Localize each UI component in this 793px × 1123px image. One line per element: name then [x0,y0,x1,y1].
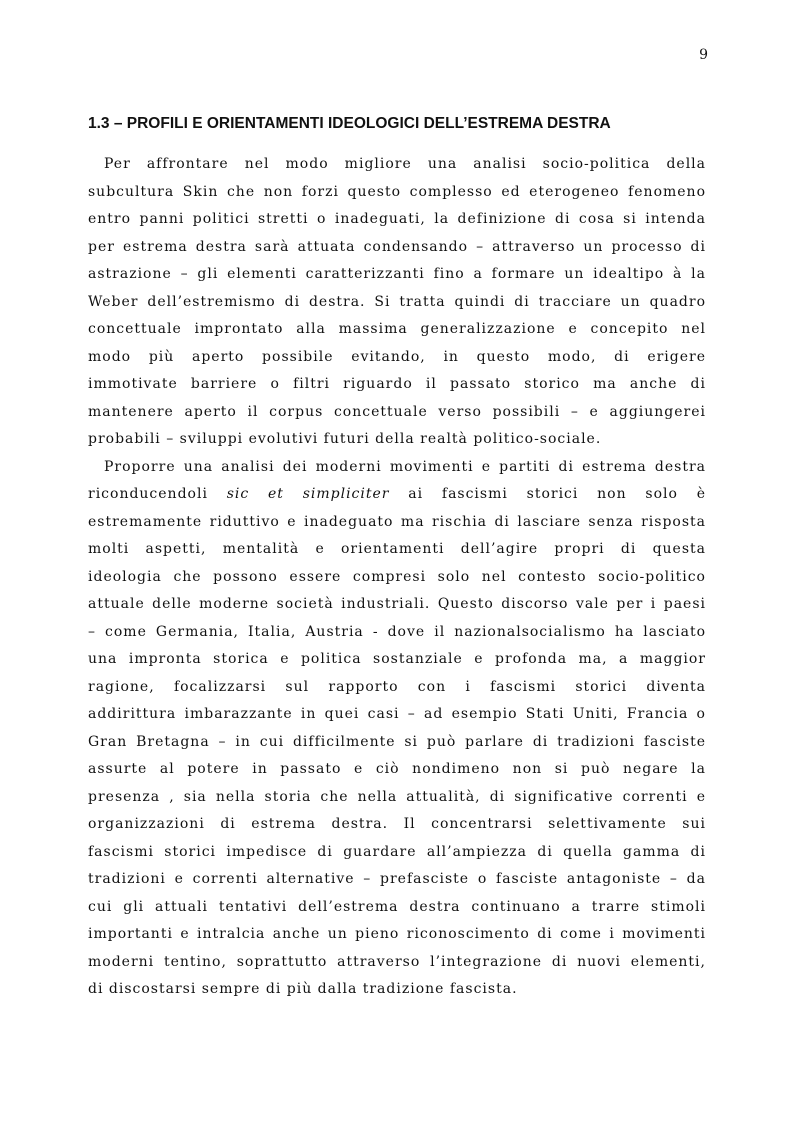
paragraph-1-line: immotivate barriere o filtri riguardo il passato storico ma anche di [88,376,706,392]
paragraph-2-line: organizzazioni di estrema destra. Il concentrarsi selettivamente sui [88,816,706,832]
paragraph-1-line: Per affrontare nel modo migliore una analisi socio-politica della [104,156,706,172]
paragraph-2-line: fascismi storici impedisce di guardare all’ampiezza di quella gamma di [88,843,706,860]
paragraph-2-line: assurte al potere in passato e ciò nondimeno non si può negare la [88,761,706,777]
paragraph-2-line: attuale delle moderne società industriali. Questo discorso vale per i paesi [88,596,706,612]
body-text [88,151,706,1004]
paragraph-1-line: modo più aperto possibile evitando, in questo modo, di erigere [88,348,706,365]
paragraph-1-line: subcultura Skin che non forzi questo complesso ed eterogeneo fenomeno [88,183,706,200]
paragraph-2-line: ragione, focalizzarsi sul rapporto con i fascismi storici diventa [88,678,706,695]
paragraph-2-line: cui gli attuali tentativi dell’estrema destra continuano a trarre stimoli [88,898,706,915]
paragraph-1-line: mantenere aperto il corpus concettuale verso possibili – e aggiungerei [88,403,706,420]
paragraph-2-line: addirittura imbarazzante in quei casi – ad esempio Stati Uniti, Francia o [88,706,706,722]
paragraph-2-line: presenza , sia nella storia che nella attualità, di significative correnti e [88,788,706,805]
paragraph-2-line: moderni tentino, soprattutto attraverso l’integrazione di nuovi elementi, [88,953,706,970]
text-segment: riconducendoli [88,486,227,502]
paragraph-2-line: estremamente riduttivo e inadeguato ma rischia di lasciare senza risposta [88,513,706,530]
paragraph-2-line: di discostarsi sempre di più dalla tradizione fascista. [88,981,518,997]
section-heading: 1.3 – PROFILI E ORIENTAMENTI IDEOLOGICI DELL’ESTREMA DESTRA [88,115,611,132]
paragraph-2-line: molti aspetti, mentalità e orientamenti dell’agire propri di questa [88,541,706,557]
page-number: 9 [699,47,708,63]
paragraph-2-line: tradizioni e correnti alternative – prefasciste o fasciste antagoniste – da [88,871,706,887]
paragraph-1-line: concettuale improntato alla massima generalizzazione e concepito nel [88,321,706,337]
italic-phrase: sic et simpliciter [226,486,390,502]
paragraph-1-line: probabili – sviluppi evolutivi futuri della realtà politico-sociale. [88,431,602,447]
paragraph-1-line: astrazione – gli elementi caratterizzanti fino a formare un idealtipo à la [88,266,706,282]
paragraph-2-line: Proporre una analisi dei moderni movimenti e partiti di estrema destra [104,458,706,475]
paragraph-2-line-with-italic [88,481,706,509]
paragraph-2-line: importanti e intralcia anche un pieno riconoscimento di come i movimenti [88,926,706,942]
paragraph-2-line: – come Germania, Italia, Austria - dove il nazionalsocialismo ha lasciato [88,623,706,640]
paragraph-1-line: entro panni politici stretti o inadeguati, la definizione di cosa si intenda [88,211,706,227]
text-segment: ai fascismi storici non solo è [389,486,706,502]
paragraph-2-line: Gran Bretagna – in cui difficilmente si può parlare di tradizioni fasciste [88,733,706,750]
paragraph-1-line: per estrema destra sarà attuata condensando – attraverso un processo di [88,238,706,255]
paragraph-2-line: una impronta storica e politica sostanziale e profonda ma, a maggior [88,651,706,667]
paragraph-1-line: Weber dell’estremismo di destra. Si tratta quindi di tracciare un quadro [88,293,706,310]
paragraph-2-line: ideologia che possono essere compresi solo nel contesto socio-politico [88,568,706,585]
